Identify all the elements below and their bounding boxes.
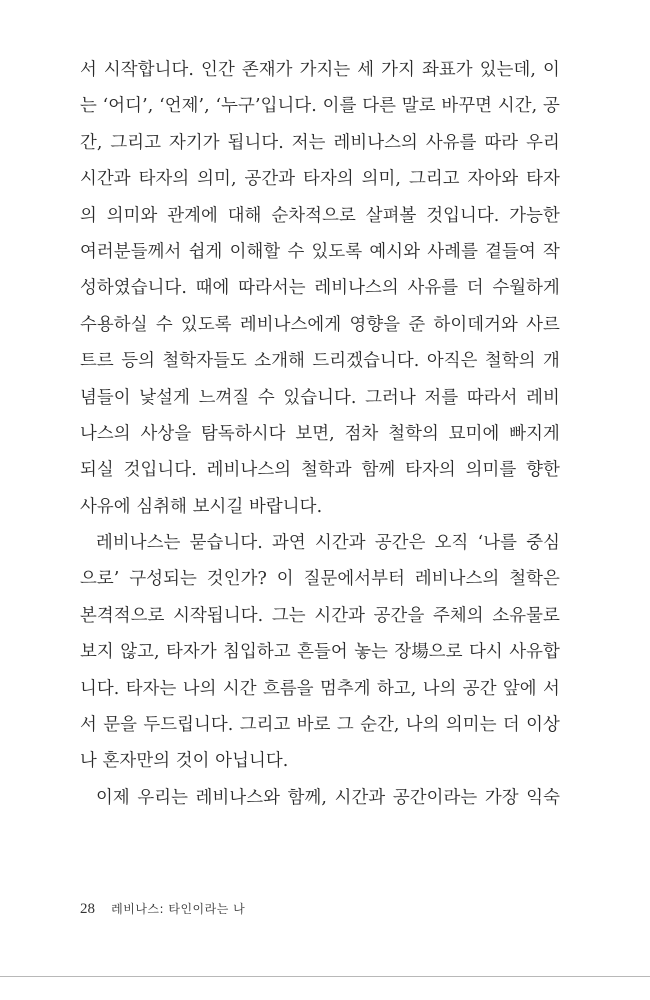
word: 나의 — [405, 715, 440, 736]
word: 것입니다. — [426, 205, 500, 226]
word: 이제 — [96, 787, 130, 808]
word: 시간과 — [314, 533, 366, 554]
word: 그는 — [271, 605, 306, 626]
word: 소유물로 — [492, 605, 560, 626]
word: 준 — [408, 314, 426, 335]
word: 공간과 — [244, 169, 296, 190]
word: 이 — [543, 60, 560, 80]
word: 그리고 — [239, 715, 291, 736]
word: 따라서 — [466, 387, 518, 408]
word: 사례를 — [427, 241, 478, 262]
word: 아직은 — [426, 351, 478, 372]
word: 철학의 — [388, 423, 439, 444]
word: 묘미에 — [448, 423, 500, 444]
word: 서 — [80, 715, 97, 736]
word: 의미는 — [445, 715, 497, 736]
text-line — [80, 416, 560, 452]
word: 보면, — [295, 423, 335, 444]
word: 타자의 — [405, 460, 456, 481]
word: 다시 — [469, 642, 503, 663]
word: 보지 — [80, 642, 114, 663]
word: 공간은 — [374, 533, 426, 554]
word: 탐독하시다 — [201, 423, 286, 444]
page-number: 28 — [80, 901, 95, 917]
word: 그 — [336, 715, 354, 736]
word: 그러나 — [365, 387, 416, 408]
word: 됩니다. — [227, 132, 284, 153]
word: 하고, — [376, 678, 417, 699]
word: 수 — [257, 387, 275, 408]
word: 타자 — [526, 169, 560, 190]
word: 가지는 — [299, 60, 351, 80]
word: 철학과 — [300, 460, 352, 481]
text-line: 사유에 심취해 보시길 바랍니다. — [80, 496, 323, 517]
word: 레비나스의 — [333, 132, 418, 153]
word: ‘나를 — [477, 533, 518, 554]
text-line — [80, 234, 560, 270]
word: 으로’ — [80, 569, 120, 590]
word: 이 — [276, 569, 294, 590]
word: 공 — [543, 96, 560, 117]
word: 타자는 — [125, 678, 177, 699]
word: 여러분들께서 — [80, 241, 182, 262]
word: 놓는 — [354, 642, 389, 663]
word: 사유를 — [407, 278, 459, 299]
word: 대해 — [227, 205, 262, 226]
word: 우리는 — [137, 787, 189, 808]
word: 등의 — [121, 351, 156, 372]
text-line — [80, 270, 560, 306]
word: 이해할 — [229, 241, 281, 262]
word: ‘언제’, — [159, 96, 210, 117]
word: 나의 — [422, 678, 457, 699]
word: 드리겠습니다. — [312, 351, 420, 372]
text-line — [80, 88, 560, 124]
word: 시간과 — [314, 605, 366, 626]
word: 그리고 — [110, 132, 162, 153]
word: 하이데거와 — [433, 314, 518, 335]
body-text — [80, 52, 560, 816]
word: 되실 — [80, 460, 114, 481]
word: 낯설게 — [139, 387, 190, 408]
word: 때에 — [195, 278, 230, 299]
word: 의미, — [361, 169, 402, 190]
word: 문을 — [103, 715, 138, 736]
word: 레비나스에게 — [239, 314, 342, 335]
word: 시작됩니다. — [173, 605, 264, 626]
word: 순차적으로 — [271, 205, 356, 226]
word: 우리 — [526, 132, 560, 153]
word: 레비나스는 — [96, 533, 181, 554]
word: 따라 — [484, 132, 519, 153]
text-line — [80, 707, 560, 743]
word: 트르 — [80, 351, 114, 372]
word: 레비 — [526, 387, 560, 408]
word: 쉽게 — [188, 241, 223, 262]
text-line — [80, 125, 560, 161]
word: 익숙 — [526, 787, 560, 808]
word: 향한 — [526, 460, 560, 481]
word: 저는 — [291, 132, 326, 153]
word: 성하였습니다. — [80, 278, 188, 299]
word: 점차 — [344, 423, 379, 444]
word: 시간과 — [334, 787, 386, 808]
word: 말로 — [401, 96, 436, 117]
word: 있도록 — [180, 314, 232, 335]
word: 느껴질 — [198, 387, 250, 408]
word: 질문에서부터 — [303, 569, 405, 590]
word: 더 — [502, 715, 520, 736]
word: 수 — [287, 241, 305, 262]
word: 다른 — [362, 96, 397, 117]
word: 작 — [543, 241, 560, 262]
word: 레비나스의 — [314, 278, 399, 299]
word: 타자의 — [138, 169, 190, 190]
text-line — [80, 161, 560, 197]
word: 인간 — [201, 60, 235, 80]
page-footer — [80, 900, 245, 918]
word: 관계에 — [167, 205, 218, 226]
word: 타자의 — [303, 169, 354, 190]
word: 사르 — [526, 314, 560, 335]
word: 있습니다. — [283, 387, 357, 408]
text-line — [80, 561, 560, 597]
word: 앞에 — [502, 678, 537, 699]
word: 철학의 — [484, 351, 536, 372]
word: 과연 — [272, 533, 306, 554]
word: 사유를 — [425, 132, 477, 153]
word: 주체의 — [432, 605, 484, 626]
word: 가장 — [484, 787, 519, 808]
word: 중심 — [526, 533, 560, 554]
word: 이상 — [526, 715, 560, 736]
word: 함께, — [287, 787, 328, 808]
word: 수 — [155, 314, 173, 335]
text-line — [80, 198, 560, 234]
text-line — [80, 52, 560, 88]
word: 레비나스의 — [414, 569, 500, 590]
text-line — [80, 380, 560, 416]
text-line — [80, 307, 560, 343]
word: ‘어디’, — [102, 96, 154, 117]
word: 빠지게 — [509, 423, 560, 444]
bottom-divider — [0, 976, 650, 977]
word: 존재가 — [241, 60, 293, 80]
word: 두드립니다. — [143, 715, 234, 736]
word: 영향을 — [349, 314, 401, 335]
word: 바꾸면 — [441, 96, 493, 117]
word: 철학자들도 — [162, 351, 247, 372]
text-line — [80, 343, 560, 379]
word: 저를 — [424, 387, 459, 408]
word: 함께 — [361, 460, 396, 481]
word: 더 — [466, 278, 484, 299]
word: 는 — [80, 96, 97, 117]
word: 소개해 — [254, 351, 305, 372]
word: 순간, — [360, 715, 400, 736]
word: 철학은 — [509, 569, 560, 590]
word: 그리고 — [408, 169, 460, 190]
word: 예시와 — [369, 241, 421, 262]
word: 공간이라는 — [392, 787, 478, 808]
word: 멈추게 — [319, 678, 371, 699]
word: 시간과 — [80, 169, 131, 190]
word: 서 — [543, 678, 560, 699]
word: 수용하실 — [80, 314, 148, 335]
word: 나스의 — [80, 423, 131, 444]
word: 바로 — [296, 715, 331, 736]
word: 시작합니다. — [103, 60, 195, 80]
word: 레비나스와 — [195, 787, 281, 808]
running-title: 레비나스: 타인이라는 나 — [111, 902, 246, 916]
word: 있도록 — [311, 241, 363, 262]
word: 이를 — [322, 96, 357, 117]
word: 곁들여 — [485, 241, 536, 262]
word: 가능한 — [509, 205, 560, 226]
word: 간, — [80, 132, 103, 153]
text-line: 나 혼자만의 것이 아닙니다. — [80, 751, 289, 772]
word: 장場으로 — [394, 642, 463, 663]
word: 따라서는 — [238, 278, 306, 299]
word: 공간 — [462, 678, 497, 699]
word: 타자가 — [166, 642, 217, 663]
word: 수월하게 — [492, 278, 560, 299]
word: 본격적으로 — [80, 605, 165, 626]
word: 않고, — [120, 642, 160, 663]
word: 것인가? — [206, 569, 267, 590]
text-line — [80, 634, 560, 670]
word: 살펴볼 — [365, 205, 417, 226]
text-line — [80, 598, 560, 634]
word: 것입니다. — [123, 460, 197, 481]
word: 시간, — [497, 96, 538, 117]
word: 의미를 — [465, 460, 517, 481]
word: 개 — [543, 351, 560, 372]
word: 공간을 — [373, 605, 425, 626]
word: 의 — [80, 205, 97, 226]
word: 의미와 — [106, 205, 158, 226]
word: 사상을 — [140, 423, 192, 444]
word: 자아와 — [467, 169, 519, 190]
word: 구성되는 — [129, 569, 197, 590]
word: 사유합 — [509, 642, 560, 663]
paragraph-start-line — [80, 780, 560, 816]
word: 념들이 — [80, 387, 131, 408]
text-line — [80, 671, 560, 707]
word: ‘누구’입니다. — [215, 96, 317, 117]
word: 침입하고 — [223, 642, 291, 663]
word: 서 — [80, 60, 97, 80]
word: 흔들어 — [297, 642, 348, 663]
word: 나의 — [182, 678, 217, 699]
word: 오직 — [434, 533, 469, 554]
word: 가지 — [381, 60, 415, 80]
word: 자기가 — [168, 132, 220, 153]
word: 있는데, — [479, 60, 537, 80]
word: 세 — [357, 60, 375, 80]
word: 흐름을 — [262, 678, 314, 699]
word: 레비나스의 — [206, 460, 292, 481]
paragraph-start-line — [80, 525, 560, 561]
word: 니다. — [80, 678, 120, 699]
text-line — [80, 452, 560, 488]
word: 의미, — [197, 169, 237, 190]
word: 좌표가 — [421, 60, 473, 80]
word: 묻습니다. — [189, 533, 263, 554]
word: 시간 — [222, 678, 257, 699]
